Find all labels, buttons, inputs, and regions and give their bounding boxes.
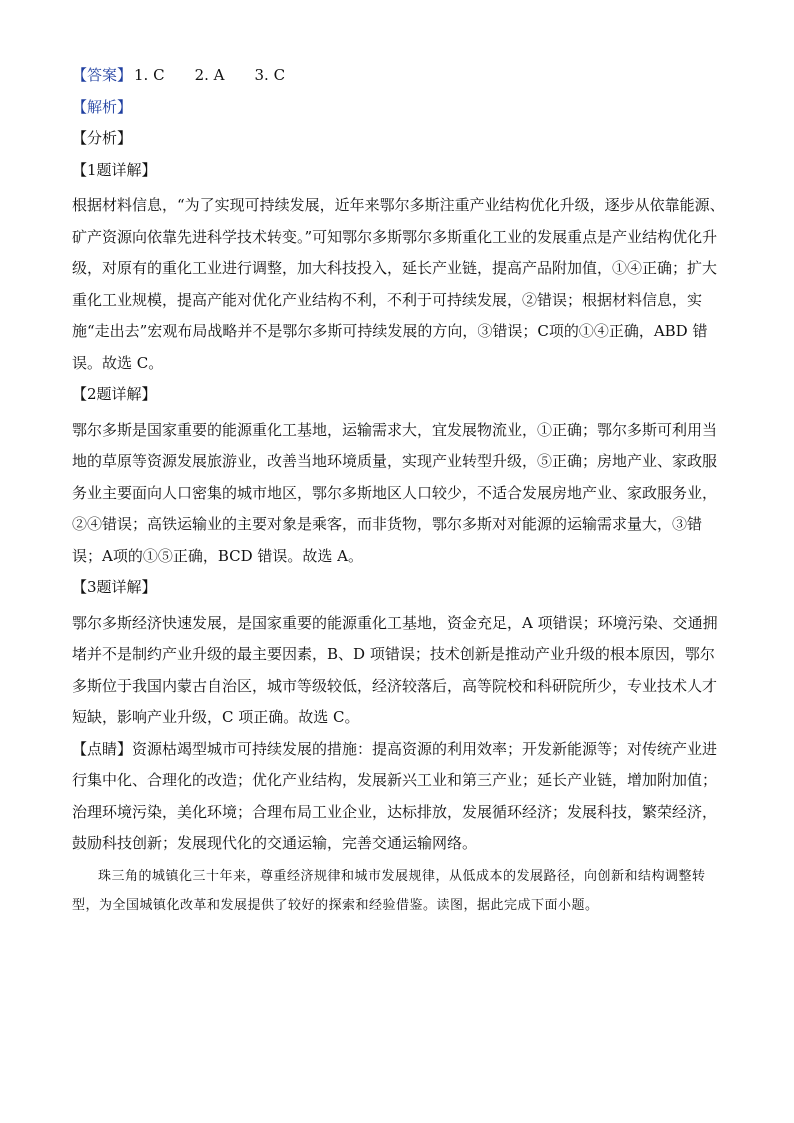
q2-heading: 【2题详解】 [72,385,157,403]
dianjing-label: 【点睛】 [72,739,133,758]
answer-label: 【答案】 [72,66,133,84]
dianjing-text: 资源枯竭型城市可持续发展的措施：提高资源的利用效率；开发新能源等；对传统产业进行集中化、合理化的改造；优化产业结构，发展新兴工业和第三产业；延长产业链，增加附加值；治理环境污染，美化环境；合理布局工业企业，达标排放，发展循环经济；发展科技，繁荣经济，鼓励科技创新；发展现代化的交通运输，完善交通运输网络。 [72,739,718,852]
analysis-heading: 【解析】 [72,97,133,116]
next-question-intro: 珠三角的城镇化三十年来，尊重经济规律和城市发展规律，从低成本的发展路径，向创新和结构调整转型，为全国城镇化改革和发展提供了较好的探索和经验借鉴。读图，据此完成下面小题。 [72,868,706,913]
q1-explanation: 根据材料信息，“为了实现可持续发展，近年来鄂尔多斯注重产业结构优化升级，逐步从依靠能源、矿产资源向依靠先进科学技术转变。”可知鄂尔多斯鄂尔多斯重化工业的发展重点是产业结构优化升级，对原有的重化工业进行调整，加大科技投入，延长产业链，提高产品附加值，①④正确；扩大重化工业规模，提高产能对优化产业结构不利，不利于可持续发展，②错误；根据材料信息，实施“走出去”宏观布局战略并不是鄂尔多斯可持续发展的方向，③错误；C项的①④正确，ABD 错误。故选 C。 [72,196,725,372]
fenxi-heading: 【分析】 [72,129,133,147]
q1-heading: 【1题详解】 [72,160,157,179]
answer-item-3: 3. C [254,66,286,84]
answer-item-1: 1. C [134,66,165,84]
q3-explanation: 鄂尔多斯经济快速发展，是国家重要的能源重化工基地，资金充足，A 项错误；环境污染、交通拥堵并不是制约产业升级的最主要因素，B、D 项错误；技术创新是推动产业升级的根本原因，鄂尔多斯位于我国内蒙古自治区，城市等级较低，经济较落后，高等院校和科研院所少，专业技术人才短缺，影响产业升级，C 项正确。故选 C。 [72,613,718,726]
q3-heading: 【3题详解】 [72,578,157,596]
document-page [72,64,728,920]
dianjing-paragraph [72,734,728,860]
answer-item-2: 2. A [194,66,225,84]
answer-line [72,64,728,87]
q2-explanation: 鄂尔多斯是国家重要的能源重化工基地，运输需求大，宜发展物流业，①正确；鄂尔多斯可利用当地的草原等资源发展旅游业，改善当地环境质量，实现产业转型升级，⑤正确；房地产业、家政服务业主要面向人口密集的城市地区，鄂尔多斯地区人口较少，不适合发展房地产业、家政服务业，②④错误；高铁运输业的主要对象是乘客，而非货物，鄂尔多斯对对能源的运输需求量大，③错误；A项的①⑤正确，BCD 错误。故选 A。 [72,420,718,565]
